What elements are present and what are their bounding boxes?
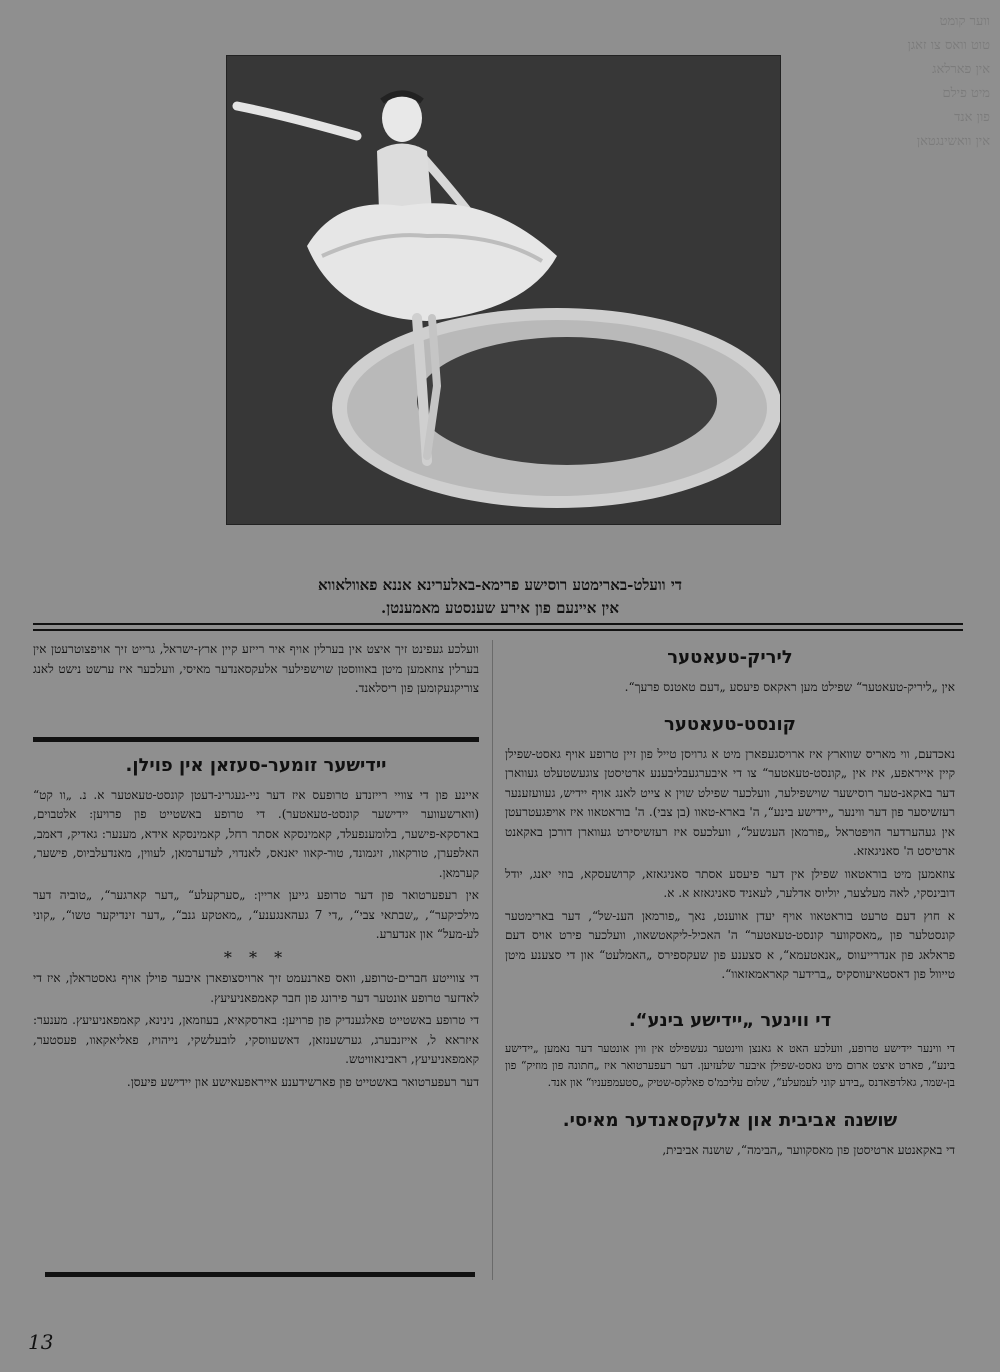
heading-shoshana-moissi: שושנה אביבית און אלעקסאנדער מאיסי. (562, 1110, 898, 1131)
bleed-line: אין פארלאג (932, 62, 990, 77)
caption-rule-bottom (33, 629, 963, 631)
section-stars: * * * (223, 947, 289, 967)
ballerina-photo (226, 55, 781, 525)
left-bottom-rule (45, 1272, 475, 1277)
caption-line-2: אין איינעם פון אירע שענסטע מאמענטן. (381, 599, 619, 617)
bleed-through-text (790, 10, 990, 330)
bleed-line: אין וואשינגטאן (916, 134, 990, 149)
kunst-paragraph-3: א חוץ דעם טרעט בוראטאוו אויף יעדן אווענט, נאך „פורמאן הענ-של“, דער בארימטער קונסטלער פון „מאסקווער קונסט-טעאטער“ ה' האכיל-ליקאטשאוו, וועלכער פירט אויס דעם פראלאג פון אנדרייעווס „אנאטעמא“, א סצענע פון שעקספירס „האמלעט“ און די סצענע מיטן טייוול פון דאסטאיעווסקיס „ברידער קאראמאזאוו“. (505, 908, 955, 981)
jidish-paragraph-2: אין רעפערטואר פון דער טרופע גייען אריין: „סערקעלע“ „דער קארגער“, „טוביה דער מילכיקער“, „שבתאי צבי“, „די 7 געהאנגענע“, „מאטקע גנב“, „דער זינדיקער טשו“, „קוני לע-מעל“ און אנדערע. (33, 888, 479, 941)
heading-kunst-theater: קונסט-טעאטער (664, 714, 796, 735)
jidish-paragraph-3: די צווייטע חברים-טרופע, וואס פארנעמט זיך ארויסצופארן איבער פוילן אויף גאסטראלן, איז די לאדזער טרופע אונטער דער פירונג פון חבר קאמפאניעיעץ. (33, 971, 479, 1005)
bleed-line: ווער קומט (939, 14, 990, 29)
left-column (33, 640, 479, 702)
left-column-lower (33, 748, 479, 1095)
caption-line-1: די וועלט-בארימטע רוסישע פרימא-באלערינא אננא פאוולאווא (318, 576, 682, 594)
bleed-line: טוט וואס צו זאגן (907, 38, 990, 53)
left-section-rule (33, 737, 479, 742)
right-column (505, 640, 955, 1163)
heading-lyric-theater: ליריק-טעאטער (667, 647, 793, 668)
jidish-paragraph-5: דער רעפערטואר באשטייט פון פארשידענע אייראפעאישע און יידישע פיעסן. (126, 1074, 479, 1089)
jidish-paragraph-1: איינע פון די צוויי רייזנדע טרופעס איז דער ניי-געגרינ-דעטן קונסט-טעאטער א. נ. „וו קט“ (ווארשעווער יידישער קונסט-טעאטער). די טרופע באשטייט פון פרויען: אלטבוים, בארסקא-פישער, בלומענפעלד, קאמינסקא אסתר רחל, קאמינסקא אידא, מענער: גאדיק, דאמב, האלפערן, טורקאוו, זיגמונד, טור-קאוו יאנאס, לאנדוי, לעדערמאן, לעווין, מאנדעלביוס, פישער, קערמאן. (33, 787, 479, 880)
shoshana-paragraph: די באקאנטע ארטיסטן פון מאסקווער „הבימה“, שושנה אביבית, (662, 1142, 955, 1157)
page-number: 13 (28, 1330, 54, 1354)
left-top-paragraph: וועלכע געפינט זיך איצט אין בערלין אויף איר רייזע קיין ארץ-ישראל, גרייט זיך אויפצוטרעטן אין בערלין צוזאמען מיטן באוווסטן שוישפילער אלעקסאנדער מאיסי, וועלכער איז ערשט נישט לאנג צוריקגעקומען פון ריסלאנד. (33, 642, 479, 695)
heading-jidish-summer: יידישער זומער-סעזאן אין פוילן. (125, 755, 387, 776)
column-divider (492, 640, 493, 1280)
kunst-paragraph-1: נאכדעם, ווי מאריס שווארץ איז ארויסגעפארן מיט א גרויסן טייל פון זיין טרופע אויף גאסט-שפילן קיין אייראפע, איז אין „קונסט-טעאטער“ צו די איבערגעבליבענע ארטיסטן צוגעשטעלט געווארן דער באקאנ-טער רוסישער שוישפילער, וועלכער שפילט שוין א צייט לאנג אויף יידיש, געוועזענער רעזשיסער פון דער ווינער „יידישע בינע“, ה' בארא-טאוו (בן צבי). ה' בוראטאוו איז אויפגעטרעטן אין געהערדער הויפטראל „פורמאן הענשעל“, וועלכעס איז רעזשיסירט געווארן דורכן באקאנט ארטיסט ה' סאניגאזא. (505, 746, 955, 858)
bleed-line: מיט פילם (942, 86, 990, 101)
caption-rule-top (33, 623, 963, 625)
photo-caption (150, 574, 850, 620)
viner-paragraph: די ווינער יידישע טרופע, וועלכע האט א גאנצן ווינטער געשפילט אין ווין אונטער דער נאמען „יידישע בינע“, פארט איצט ארום מיט גאסט-שפילן איבער שלעזיען. דער רעפערטואר איז „חתונה פון מוזיק“ פון בן-שמר, גאלדפאדנס „בידע קוני לעמעלע“, שלום עליכמ'ס פאלקס-שטיק „סטעמפעניו“ און אנד. (505, 1042, 955, 1089)
lyric-paragraph: אין „ליריק-טעאטער“ שפילט מען ראקאס פיעסע „דעם טאטנס פרעך“. (624, 679, 955, 694)
jidish-paragraph-4: די טרופע באשטייט פאלגענדיק פון פרויען: בארסקאיא, בעוזמאן, נינינא, קאמפאניעיעץ. מענער: איזראא ל, אייזנבערג, גערשענזאן, דאשעווסקי, לובעלשקי, נייהויז, פאליאקאוו, פעסטער, קאמפאניעיעץ, ראבינאוויטש. (33, 1013, 479, 1066)
bleed-line: פון אנד (954, 110, 990, 125)
kunst-paragraph-2: צוזאמען מיט בוראטאוו שפילן אין דער פיעסע אסתר סאניגאזא, קרושעסקא, בוזי יאנג, יודל דובינסקי, לאה מעלצער, יוליוס אדלער, לעאניד סאניגאזא א. א. (505, 866, 955, 900)
heading-viner-bine: די ווינער „יידישע בינע“. (628, 1009, 832, 1031)
